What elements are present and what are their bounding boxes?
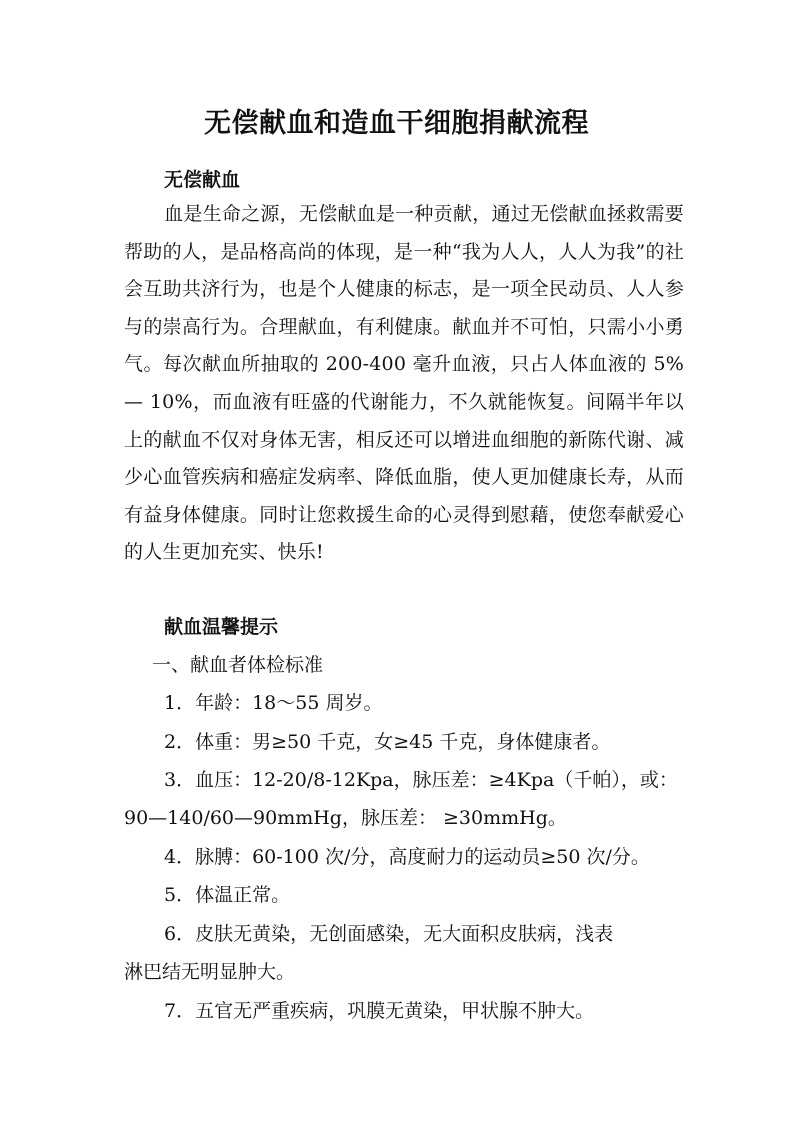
section-heading-tips: 献血温馨提示 — [164, 616, 279, 638]
standard-item-weight: 2．体重：男≥50 千克，女≥45 千克，身体健康者。 — [164, 731, 611, 753]
standard-item-pulse: 4．脉膊：60-100 次/分，高度耐力的运动员≥50 次/分。 — [164, 846, 650, 868]
document-title: 无偿献血和造血干细胞捐献流程 — [204, 108, 589, 139]
standard-item-temperature: 5．体温正常。 — [164, 884, 291, 906]
standard-item-blood-pressure-continued: 90—140/60—90mmHg，脉压差： ≥30mmHg。 — [124, 807, 567, 829]
blood-donation-paragraph-text: 血是生命之源，无偿献血是一种贡献，通过无偿献血拯救需要帮助的人，是品格高尚的体现，是一种“我为人人，人人为我”的社会互助共济行为，也是个人健康的标志，是一项全民动员、人人参与的崇高行为。合理献血，有利健康。献血并不可怕，只需小小勇气。每次献血所抽取的 200-400 毫升血液，只占人体血液的 5%— 10%，而血液有旺盛的代谢能力，不久就能恢复。间隔半年以上的献血不仅对身体无害，相反还可以增进血细胞的新陈代谢、减少心血管疾病和癌症发病率、降低血脂，使人更加健康长寿，从而有益身体健康。同时让您救援生命的心灵得到慰藉，使您奉献爱心的人生更加充实、快乐! — [124, 203, 684, 564]
section-heading-blood-donation: 无偿献血 — [164, 169, 241, 191]
standard-item-skin: 6．皮肤无黄染，无创面感染，无大面积皮肤病，浅表 — [164, 923, 614, 945]
standard-item-facial-organs: 7．五官无严重疾病，巩膜无黄染，甲状腺不肿大。 — [164, 1000, 595, 1022]
subheading-donor-standards: 一、献血者体检标准 — [152, 654, 324, 676]
blood-donation-paragraph — [124, 196, 684, 572]
standard-item-blood-pressure: 3．血压：12-20/8-12Kpa，脉压差：≥4Kpa（千帕），或： — [164, 769, 678, 791]
standard-item-age: 1．年龄：18～55 周岁。 — [164, 692, 383, 714]
standard-item-skin-continued: 淋巴结无明显肿大。 — [124, 961, 296, 983]
